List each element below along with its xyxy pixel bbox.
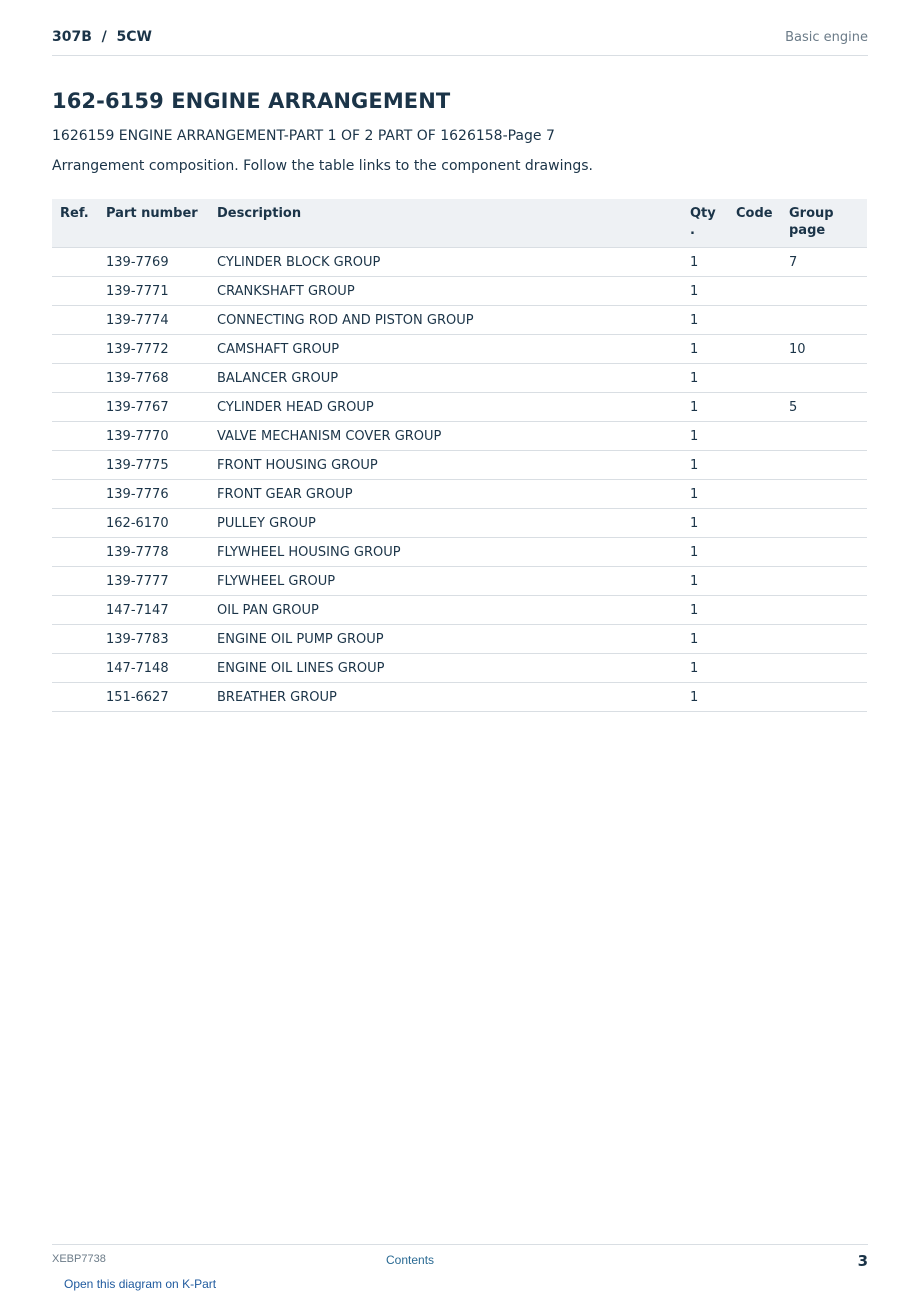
table-row [52, 335, 867, 364]
table-row [52, 596, 867, 625]
cell-code [728, 683, 781, 712]
table-row [52, 277, 867, 306]
header-qty [682, 199, 728, 248]
cell-part-number: 151-6627 [98, 683, 209, 712]
cell-qty: 1 [682, 306, 728, 335]
cell-description: CYLINDER BLOCK GROUP [209, 248, 682, 277]
contents-link[interactable]: Contents [386, 1253, 435, 1267]
cell-code [728, 538, 781, 567]
cell-ref [52, 596, 98, 625]
cell-group-page [781, 451, 867, 480]
cell-description: CRANKSHAFT GROUP [209, 277, 682, 306]
cell-qty: 1 [682, 248, 728, 277]
cell-group-page [781, 509, 867, 538]
table-row [52, 538, 867, 567]
cell-part-number: 147-7148 [98, 654, 209, 683]
cell-ref [52, 683, 98, 712]
cell-code [728, 422, 781, 451]
cell-code [728, 393, 781, 422]
cell-part-number: 139-7776 [98, 480, 209, 509]
cell-group-page [781, 567, 867, 596]
table-row [52, 306, 867, 335]
cell-group-page [781, 596, 867, 625]
section-label: Basic engine [785, 30, 868, 45]
page-number: 3 [857, 1252, 868, 1270]
cell-ref [52, 538, 98, 567]
table-row [52, 480, 867, 509]
table-row [52, 364, 867, 393]
cell-part-number[interactable]: 139-7769 [98, 248, 209, 277]
cell-code [728, 567, 781, 596]
cell-group-page[interactable]: 5 [781, 393, 867, 422]
cell-group-page [781, 364, 867, 393]
cell-ref [52, 654, 98, 683]
header-group-page-line2: page [789, 223, 826, 238]
cell-part-number: 139-7778 [98, 538, 209, 567]
cell-ref [52, 625, 98, 654]
cell-part-number: 139-7777 [98, 567, 209, 596]
cell-code [728, 277, 781, 306]
page-subtitle: 1626159 ENGINE ARRANGEMENT-PART 1 OF 2 PART OF 1626158-Page 7 [52, 128, 555, 144]
header-qty-line1: Qty [690, 206, 716, 221]
header-group-page-line1: Group [789, 206, 834, 221]
cell-description: BALANCER GROUP [209, 364, 682, 393]
cell-qty: 1 [682, 393, 728, 422]
intro-text: Arrangement composition. Follow the table links to the component drawings. [52, 158, 593, 174]
cell-group-page[interactable]: 10 [781, 335, 867, 364]
table-row [52, 654, 867, 683]
cell-group-page [781, 654, 867, 683]
cell-group-page [781, 277, 867, 306]
cell-group-page [781, 538, 867, 567]
cell-ref [52, 364, 98, 393]
cell-part-number[interactable]: 139-7767 [98, 393, 209, 422]
cell-part-number: 162-6170 [98, 509, 209, 538]
header-description: Description [209, 199, 682, 248]
open-kpart-link[interactable]: Open this diagram on K-Part [64, 1277, 217, 1291]
cell-description: FLYWHEEL GROUP [209, 567, 682, 596]
cell-part-number: 139-7771 [98, 277, 209, 306]
cell-group-page[interactable]: 7 [781, 248, 867, 277]
parts-table [52, 199, 867, 712]
cell-ref [52, 277, 98, 306]
table-row [52, 248, 867, 277]
footer-divider [52, 1244, 868, 1245]
cell-ref [52, 422, 98, 451]
cell-code [728, 306, 781, 335]
cell-ref [52, 248, 98, 277]
cell-description: BREATHER GROUP [209, 683, 682, 712]
cell-qty: 1 [682, 277, 728, 306]
page-header [52, 28, 868, 56]
table-row [52, 683, 867, 712]
page-title: 162-6159 ENGINE ARRANGEMENT [52, 89, 451, 113]
header-ref: Ref. [52, 199, 98, 248]
cell-qty: 1 [682, 567, 728, 596]
cell-qty: 1 [682, 509, 728, 538]
cell-ref [52, 567, 98, 596]
cell-qty: 1 [682, 451, 728, 480]
cell-part-number: 139-7774 [98, 306, 209, 335]
cell-description: PULLEY GROUP [209, 509, 682, 538]
cell-ref [52, 509, 98, 538]
cell-qty: 1 [682, 596, 728, 625]
cell-qty: 1 [682, 480, 728, 509]
table-row [52, 509, 867, 538]
table-row [52, 567, 867, 596]
cell-code [728, 480, 781, 509]
cell-ref [52, 306, 98, 335]
cell-description: ENGINE OIL PUMP GROUP [209, 625, 682, 654]
cell-qty: 1 [682, 335, 728, 364]
cell-part-number[interactable]: 139-7772 [98, 335, 209, 364]
model-label: 307B / 5CW [52, 29, 152, 45]
cell-code [728, 654, 781, 683]
cell-ref [52, 480, 98, 509]
cell-ref [52, 335, 98, 364]
cell-code [728, 451, 781, 480]
table-row [52, 451, 867, 480]
cell-qty: 1 [682, 538, 728, 567]
cell-ref [52, 451, 98, 480]
cell-description: FLYWHEEL HOUSING GROUP [209, 538, 682, 567]
header-part-number: Part number [98, 199, 209, 248]
document-code: XEBP7738 [52, 1253, 106, 1265]
cell-part-number: 147-7147 [98, 596, 209, 625]
cell-group-page [781, 625, 867, 654]
cell-qty: 1 [682, 683, 728, 712]
header-qty-line2: . [690, 223, 695, 238]
table-row [52, 393, 867, 422]
cell-qty: 1 [682, 364, 728, 393]
header-group-page [781, 199, 867, 248]
cell-description: FRONT GEAR GROUP [209, 480, 682, 509]
cell-description: CAMSHAFT GROUP [209, 335, 682, 364]
cell-code [728, 509, 781, 538]
cell-code [728, 364, 781, 393]
cell-code [728, 596, 781, 625]
cell-code [728, 335, 781, 364]
cell-code [728, 625, 781, 654]
parts-table-body [52, 248, 867, 712]
cell-group-page [781, 306, 867, 335]
cell-ref [52, 393, 98, 422]
cell-qty: 1 [682, 625, 728, 654]
cell-description: VALVE MECHANISM COVER GROUP [209, 422, 682, 451]
cell-group-page [781, 480, 867, 509]
table-row [52, 625, 867, 654]
cell-description: ENGINE OIL LINES GROUP [209, 654, 682, 683]
table-header-row [52, 199, 867, 248]
cell-qty: 1 [682, 654, 728, 683]
cell-description: FRONT HOUSING GROUP [209, 451, 682, 480]
cell-part-number: 139-7770 [98, 422, 209, 451]
cell-part-number: 139-7775 [98, 451, 209, 480]
cell-description: CONNECTING ROD AND PISTON GROUP [209, 306, 682, 335]
cell-group-page [781, 683, 867, 712]
cell-part-number: 139-7783 [98, 625, 209, 654]
cell-description: OIL PAN GROUP [209, 596, 682, 625]
cell-part-number: 139-7768 [98, 364, 209, 393]
cell-code [728, 248, 781, 277]
table-row [52, 422, 867, 451]
cell-group-page [781, 422, 867, 451]
cell-description: CYLINDER HEAD GROUP [209, 393, 682, 422]
header-code: Code [728, 199, 781, 248]
cell-qty: 1 [682, 422, 728, 451]
